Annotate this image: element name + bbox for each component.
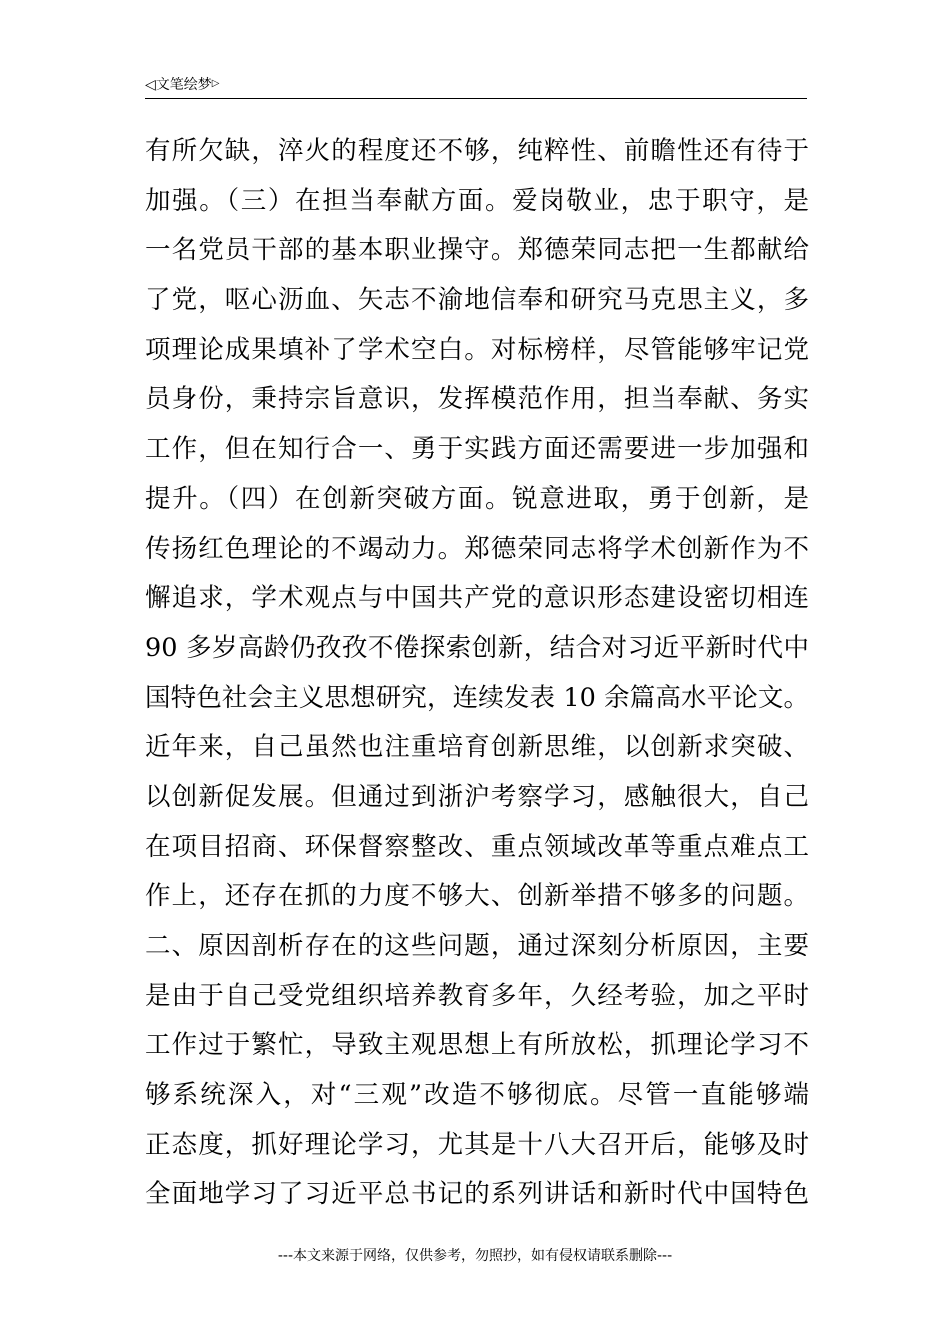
document-body bbox=[145, 127, 809, 1220]
text-line: 近年来，自己虽然也注重培育创新思维，以创新求突破、 bbox=[145, 732, 809, 763]
text-line: 加强。（三）在担当奉献方面。爱岗敬业，忠于职守，是 bbox=[145, 185, 809, 216]
text-line: 在项目招商、环保督察整改、重点领域改革等重点难点工 bbox=[145, 831, 809, 862]
text-line: 二、原因剖析存在的这些问题，通过深刻分析原因，主要 bbox=[145, 931, 809, 961]
text-line: 有所欠缺，淬火的程度还不够，纯粹性、前瞻性还有待于 bbox=[145, 136, 809, 166]
text-line: 提升。（四）在创新突破方面。锐意进取，勇于创新，是 bbox=[145, 483, 809, 514]
header-title: 文笔绘梦 bbox=[155, 77, 212, 93]
header-title-group bbox=[145, 74, 219, 95]
page-footer-disclaimer: ---本文来源于网络，仅供参考，勿照抄，如有侵权请联系删除--- bbox=[277, 1248, 673, 1264]
text-line: 传扬红色理论的不竭动力。郑德荣同志将学术创新作为不 bbox=[145, 533, 809, 564]
text-line: 了党，呕心沥血、矢志不渝地信奉和研究马克思主义，多 bbox=[145, 285, 809, 316]
text-line: 作上，还存在抓的力度不够大、创新举措不够多的问题。 bbox=[145, 881, 809, 912]
text-line: 项理论成果填补了学术空白。对标榜样，尽管能够牢记党 bbox=[145, 334, 809, 365]
text-line: 90 多岁高龄仍孜孜不倦探索创新，结合对习近平新时代中 bbox=[145, 632, 809, 663]
text-line: 工作过于繁忙，导致主观思想上有所放松，抓理论学习不 bbox=[145, 1030, 809, 1061]
text-line: 懈追求，学术观点与中国共产党的意识形态建设密切相连 bbox=[145, 583, 809, 614]
text-line: 一名党员干部的基本职业操守。郑德荣同志把一生都献给 bbox=[145, 235, 809, 266]
page-header bbox=[145, 74, 807, 99]
left-triangle-icon: ◁ bbox=[145, 77, 156, 93]
text-line: 国特色社会主义思想研究，连续发表 10 余篇高水平论文。 bbox=[145, 682, 809, 713]
text-line: 员身份，秉持宗旨意识，发挥模范作用，担当奉献、务实 bbox=[145, 384, 809, 415]
text-line: 工作，但在知行合一、勇于实践方面还需要进一步加强和 bbox=[145, 434, 809, 465]
text-line: 正态度，抓好理论学习，尤其是十八大召开后，能够及时 bbox=[145, 1129, 809, 1160]
text-line: 够系统深入，对“三观”改造不够彻底。尽管一直能够端 bbox=[145, 1080, 809, 1111]
text-line: 全面地学习了习近平总书记的系列讲话和新时代中国特色 bbox=[145, 1179, 809, 1210]
text-line: 是由于自己受党组织培养教育多年，久经考验，加之平时 bbox=[145, 980, 809, 1011]
right-triangle-icon: ▷ bbox=[211, 78, 220, 89]
text-line: 以创新促发展。但通过到浙沪考察学习，感触很大，自己 bbox=[145, 781, 809, 812]
